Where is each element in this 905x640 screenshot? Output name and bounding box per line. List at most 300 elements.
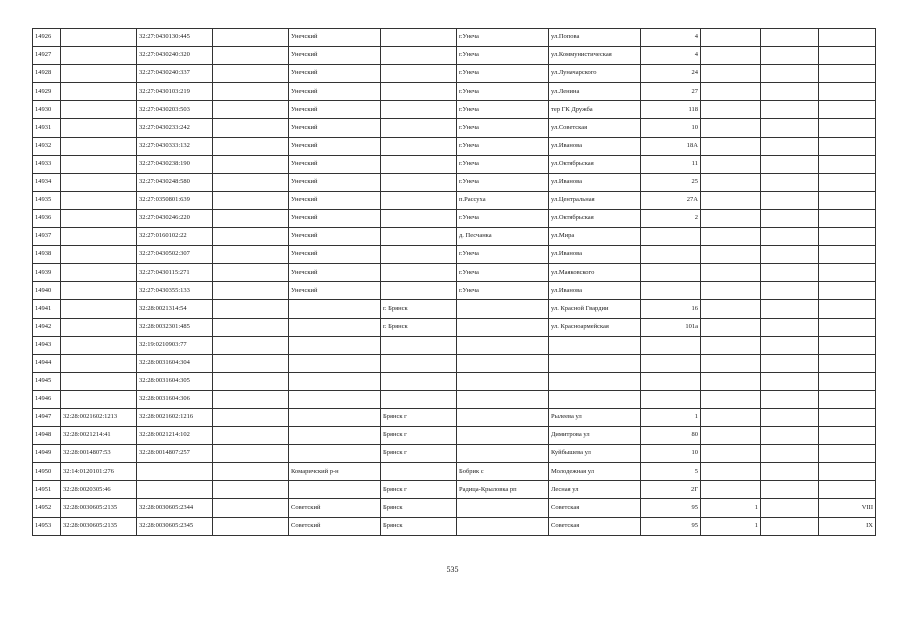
- table-cell: 32:27:0430240:320: [137, 47, 213, 65]
- table-cell: [549, 336, 641, 354]
- table-row: [33, 499, 876, 517]
- table-cell: [701, 264, 761, 282]
- table-row: [33, 372, 876, 390]
- table-cell: 14944: [33, 354, 61, 372]
- table-row: [33, 318, 876, 336]
- table-cell: Унечский: [289, 83, 381, 101]
- table-cell: [457, 427, 549, 445]
- table-cell: [381, 209, 457, 227]
- table-cell: ул.Мира: [549, 228, 641, 246]
- table-cell: [761, 300, 819, 318]
- table-cell: 32:28:0014807:53: [61, 445, 137, 463]
- table-cell: [457, 499, 549, 517]
- table-cell: [819, 101, 876, 119]
- table-cell: [549, 372, 641, 390]
- table-row: [33, 463, 876, 481]
- table-cell: Рылеева ул: [549, 408, 641, 426]
- table-cell: [61, 101, 137, 119]
- table-cell: [289, 445, 381, 463]
- table-cell: Советский: [289, 499, 381, 517]
- table-cell: 32:28:0021314:54: [137, 300, 213, 318]
- table-cell: [381, 390, 457, 408]
- table-cell: 14935: [33, 191, 61, 209]
- table-cell: [61, 65, 137, 83]
- table-cell: [213, 65, 289, 83]
- table-cell: 32:27:0430238:190: [137, 155, 213, 173]
- table-cell: [61, 282, 137, 300]
- table-cell: [381, 29, 457, 47]
- table-cell: 14941: [33, 300, 61, 318]
- table-cell: [761, 209, 819, 227]
- table-cell: [701, 137, 761, 155]
- table-cell: 4: [641, 29, 701, 47]
- table-cell: [213, 119, 289, 137]
- table-cell: [457, 372, 549, 390]
- table-cell: [61, 29, 137, 47]
- table-cell: 14952: [33, 499, 61, 517]
- table-cell: [213, 209, 289, 227]
- table-cell: 14932: [33, 137, 61, 155]
- table-cell: [819, 481, 876, 499]
- table-cell: [213, 83, 289, 101]
- table-cell: [213, 372, 289, 390]
- table-cell: [819, 155, 876, 173]
- table-cell: [381, 246, 457, 264]
- table-cell: 14937: [33, 228, 61, 246]
- table-cell: Унечский: [289, 47, 381, 65]
- table-cell: г.Унеча: [457, 119, 549, 137]
- table-cell: п.Рассуха: [457, 191, 549, 209]
- table-cell: Советская: [549, 517, 641, 535]
- table-cell: [549, 390, 641, 408]
- table-cell: [819, 47, 876, 65]
- table-cell: [761, 29, 819, 47]
- table-cell: [701, 191, 761, 209]
- table-cell: [701, 282, 761, 300]
- table-cell: Унечский: [289, 246, 381, 264]
- table-cell: [641, 264, 701, 282]
- table-cell: [701, 427, 761, 445]
- table-cell: [61, 173, 137, 191]
- table-cell: [61, 354, 137, 372]
- table-cell: 10: [641, 119, 701, 137]
- table-cell: [819, 228, 876, 246]
- table-cell: [761, 264, 819, 282]
- table-cell: [289, 354, 381, 372]
- table-cell: 14950: [33, 463, 61, 481]
- table-cell: [381, 65, 457, 83]
- table-cell: Брянск: [381, 517, 457, 535]
- table-cell: [761, 228, 819, 246]
- table-cell: 32:28:0030605:2344: [137, 499, 213, 517]
- table-cell: Унечский: [289, 101, 381, 119]
- table-cell: г.Унеча: [457, 155, 549, 173]
- table-cell: Лесная ул: [549, 481, 641, 499]
- table-cell: [761, 282, 819, 300]
- table-cell: [289, 300, 381, 318]
- table-cell: [701, 83, 761, 101]
- table-cell: [213, 336, 289, 354]
- table-cell: 32:28:0020305:46: [61, 481, 137, 499]
- table-cell: Брянск г: [381, 408, 457, 426]
- table-cell: 27А: [641, 191, 701, 209]
- table-cell: [213, 481, 289, 499]
- table-cell: ул.Маяковского: [549, 264, 641, 282]
- table-cell: ул.Советская: [549, 119, 641, 137]
- table-cell: [641, 282, 701, 300]
- table-cell: [457, 318, 549, 336]
- table-cell: Комаричский р-н: [289, 463, 381, 481]
- table-row: [33, 264, 876, 282]
- table-cell: Димитрова ул: [549, 427, 641, 445]
- table-cell: 4: [641, 47, 701, 65]
- table-cell: [289, 408, 381, 426]
- table-cell: 2: [641, 209, 701, 227]
- table-cell: 32:28:0021602:1216: [137, 408, 213, 426]
- table-cell: 32:27:0430233:242: [137, 119, 213, 137]
- table-cell: [381, 372, 457, 390]
- table-cell: VIII: [819, 499, 876, 517]
- table-cell: [761, 83, 819, 101]
- table-cell: ул.Луначарского: [549, 65, 641, 83]
- table-cell: Советский: [289, 517, 381, 535]
- table-cell: [213, 173, 289, 191]
- table-cell: Унечский: [289, 173, 381, 191]
- table-cell: [641, 336, 701, 354]
- table-cell: [289, 427, 381, 445]
- table-cell: 14934: [33, 173, 61, 191]
- table-cell: [213, 29, 289, 47]
- table-cell: [381, 228, 457, 246]
- table-cell: Унечский: [289, 65, 381, 83]
- table-cell: [61, 83, 137, 101]
- table-cell: [457, 408, 549, 426]
- table-cell: [137, 481, 213, 499]
- table-cell: [819, 318, 876, 336]
- table-cell: 14946: [33, 390, 61, 408]
- table-cell: 14931: [33, 119, 61, 137]
- table-cell: 14933: [33, 155, 61, 173]
- table-cell: [819, 137, 876, 155]
- table-row: [33, 336, 876, 354]
- table-cell: [289, 481, 381, 499]
- table-cell: [213, 246, 289, 264]
- table-cell: [381, 282, 457, 300]
- table-cell: [381, 47, 457, 65]
- table-cell: [761, 246, 819, 264]
- table-cell: [381, 101, 457, 119]
- table-cell: [641, 354, 701, 372]
- table-row: [33, 191, 876, 209]
- table-cell: [213, 517, 289, 535]
- page-number: 535: [446, 565, 459, 574]
- table-cell: [213, 282, 289, 300]
- table-cell: г.Унеча: [457, 101, 549, 119]
- table-row: [33, 282, 876, 300]
- table-cell: 32:28:0031604:306: [137, 390, 213, 408]
- table-cell: [761, 336, 819, 354]
- table-cell: Унечский: [289, 29, 381, 47]
- table-cell: 32:28:0031604:304: [137, 354, 213, 372]
- table-cell: [761, 65, 819, 83]
- table-cell: [819, 29, 876, 47]
- table-cell: [819, 83, 876, 101]
- table-cell: 14942: [33, 318, 61, 336]
- table-cell: 1: [641, 408, 701, 426]
- table-cell: [761, 137, 819, 155]
- table-cell: [381, 354, 457, 372]
- table-row: [33, 408, 876, 426]
- table-cell: [819, 372, 876, 390]
- table-cell: [61, 137, 137, 155]
- table-cell: г.Унеча: [457, 47, 549, 65]
- table-cell: [61, 209, 137, 227]
- table-cell: 32:28:0021214:41: [61, 427, 137, 445]
- table-cell: 32:27:0430103:219: [137, 83, 213, 101]
- table-cell: 14929: [33, 83, 61, 101]
- table-cell: 18А: [641, 137, 701, 155]
- table-cell: г.Унеча: [457, 264, 549, 282]
- table-cell: 95: [641, 517, 701, 535]
- table-cell: [701, 47, 761, 65]
- table-cell: 16: [641, 300, 701, 318]
- table-cell: [61, 119, 137, 137]
- table-cell: Брянск г: [381, 445, 457, 463]
- table-cell: Унечский: [289, 191, 381, 209]
- table-cell: Бобрик с: [457, 463, 549, 481]
- table-cell: [701, 101, 761, 119]
- table-cell: [213, 318, 289, 336]
- table-cell: [701, 246, 761, 264]
- table-cell: 95: [641, 499, 701, 517]
- table-cell: [701, 65, 761, 83]
- table-cell: 101а: [641, 318, 701, 336]
- table-cell: [761, 408, 819, 426]
- table-cell: 14947: [33, 408, 61, 426]
- table-cell: 32:27:0430355:133: [137, 282, 213, 300]
- table-cell: [381, 137, 457, 155]
- table-row: [33, 101, 876, 119]
- table-cell: [381, 155, 457, 173]
- table-cell: 80: [641, 427, 701, 445]
- table-cell: ул.Иванова: [549, 173, 641, 191]
- table-cell: Унечский: [289, 282, 381, 300]
- table-cell: [819, 119, 876, 137]
- table-cell: [761, 191, 819, 209]
- table-cell: [701, 209, 761, 227]
- table-row: [33, 65, 876, 83]
- table-cell: 32:28:0021214:102: [137, 427, 213, 445]
- table-cell: [761, 390, 819, 408]
- table-cell: ул. Красноармейская: [549, 318, 641, 336]
- table-cell: [819, 463, 876, 481]
- table-row: [33, 354, 876, 372]
- table-cell: г.Унеча: [457, 65, 549, 83]
- table-cell: [701, 372, 761, 390]
- table-cell: 14939: [33, 264, 61, 282]
- table-cell: Унечский: [289, 209, 381, 227]
- table-cell: 2Г: [641, 481, 701, 499]
- table-cell: 32:27:0160102:22: [137, 228, 213, 246]
- table-cell: [761, 47, 819, 65]
- table-cell: [819, 354, 876, 372]
- table-cell: [701, 390, 761, 408]
- table-row: [33, 228, 876, 246]
- table-cell: [641, 228, 701, 246]
- table-cell: [761, 463, 819, 481]
- table-cell: [381, 191, 457, 209]
- table-cell: 14953: [33, 517, 61, 535]
- table-cell: [701, 228, 761, 246]
- table-cell: ул.Попова: [549, 29, 641, 47]
- table-cell: 32:28:0032301:485: [137, 318, 213, 336]
- table-cell: г.Унеча: [457, 137, 549, 155]
- table-cell: [61, 246, 137, 264]
- table-cell: 14945: [33, 372, 61, 390]
- register-body: [33, 29, 876, 536]
- table-cell: [819, 246, 876, 264]
- table-cell: 14928: [33, 65, 61, 83]
- table-cell: [761, 318, 819, 336]
- table-cell: ул.Центральная: [549, 191, 641, 209]
- table-cell: 14943: [33, 336, 61, 354]
- table-cell: [213, 101, 289, 119]
- table-cell: [213, 463, 289, 481]
- table-cell: Брянск г: [381, 427, 457, 445]
- table-cell: 32:27:0430240:337: [137, 65, 213, 83]
- table-cell: 14949: [33, 445, 61, 463]
- table-cell: г.Унеча: [457, 83, 549, 101]
- table-cell: 32:28:0021602:1213: [61, 408, 137, 426]
- table-cell: [701, 445, 761, 463]
- table-cell: [213, 408, 289, 426]
- table-cell: [701, 300, 761, 318]
- table-cell: г.Унеча: [457, 173, 549, 191]
- table-row: [33, 246, 876, 264]
- table-cell: [761, 101, 819, 119]
- table-cell: [701, 481, 761, 499]
- table-cell: 14951: [33, 481, 61, 499]
- table-cell: д. Песчанка: [457, 228, 549, 246]
- table-row: [33, 155, 876, 173]
- table-cell: [549, 354, 641, 372]
- table-cell: [819, 300, 876, 318]
- table-cell: [819, 408, 876, 426]
- table-cell: 14927: [33, 47, 61, 65]
- table-cell: [289, 318, 381, 336]
- table-cell: [819, 209, 876, 227]
- table-cell: [761, 427, 819, 445]
- table-cell: [641, 246, 701, 264]
- table-cell: [761, 499, 819, 517]
- table-cell: г.Унеча: [457, 246, 549, 264]
- table-cell: [761, 119, 819, 137]
- table-cell: [61, 47, 137, 65]
- table-cell: 14938: [33, 246, 61, 264]
- table-cell: ул.Иванова: [549, 137, 641, 155]
- table-cell: [213, 155, 289, 173]
- table-cell: [61, 300, 137, 318]
- table-cell: [761, 372, 819, 390]
- table-cell: [819, 445, 876, 463]
- register-table: [32, 28, 876, 536]
- table-cell: [457, 390, 549, 408]
- table-cell: [761, 173, 819, 191]
- table-cell: [61, 155, 137, 173]
- table-cell: [761, 481, 819, 499]
- table-cell: [61, 318, 137, 336]
- table-cell: [61, 336, 137, 354]
- table-cell: тер ГК Дружба: [549, 101, 641, 119]
- table-cell: [457, 354, 549, 372]
- table-cell: 14930: [33, 101, 61, 119]
- table-cell: 118: [641, 101, 701, 119]
- table-cell: [701, 318, 761, 336]
- table-cell: [701, 336, 761, 354]
- table-row: [33, 481, 876, 499]
- table-cell: Унечский: [289, 137, 381, 155]
- table-cell: 32:14:0120101:276: [61, 463, 137, 481]
- table-row: [33, 517, 876, 535]
- table-cell: [213, 300, 289, 318]
- table-cell: 14926: [33, 29, 61, 47]
- table-cell: [213, 228, 289, 246]
- table-cell: Советская: [549, 499, 641, 517]
- table-cell: [701, 354, 761, 372]
- table-cell: ул.Иванова: [549, 246, 641, 264]
- table-cell: [641, 372, 701, 390]
- table-cell: [213, 445, 289, 463]
- table-cell: [819, 390, 876, 408]
- table-cell: [61, 390, 137, 408]
- table-cell: ул.Октябрьская: [549, 209, 641, 227]
- table-cell: Унечский: [289, 119, 381, 137]
- table-cell: 14936: [33, 209, 61, 227]
- table-cell: [213, 499, 289, 517]
- table-cell: [761, 354, 819, 372]
- table-cell: [213, 354, 289, 372]
- table-cell: [819, 264, 876, 282]
- table-cell: ул.Коммунистическая: [549, 47, 641, 65]
- table-cell: 32:28:0030605:2345: [137, 517, 213, 535]
- table-cell: [701, 29, 761, 47]
- table-cell: 1: [701, 517, 761, 535]
- table-cell: Унечский: [289, 155, 381, 173]
- table-cell: г. Брянск: [381, 318, 457, 336]
- table-cell: [381, 119, 457, 137]
- table-row: [33, 445, 876, 463]
- table-cell: [701, 173, 761, 191]
- table-cell: 11: [641, 155, 701, 173]
- table-cell: г.Унеча: [457, 209, 549, 227]
- table-cell: [457, 517, 549, 535]
- table-cell: 24: [641, 65, 701, 83]
- table-cell: 14948: [33, 427, 61, 445]
- table-cell: 32:27:0430246:220: [137, 209, 213, 227]
- table-cell: 5: [641, 463, 701, 481]
- table-row: [33, 29, 876, 47]
- table-cell: Брянск: [381, 499, 457, 517]
- table-cell: [381, 264, 457, 282]
- table-cell: [213, 47, 289, 65]
- table-row: [33, 137, 876, 155]
- table-cell: Унечский: [289, 228, 381, 246]
- table-cell: [819, 427, 876, 445]
- table-cell: [701, 408, 761, 426]
- table-cell: [641, 390, 701, 408]
- table-cell: [819, 65, 876, 83]
- table-cell: г.Унеча: [457, 29, 549, 47]
